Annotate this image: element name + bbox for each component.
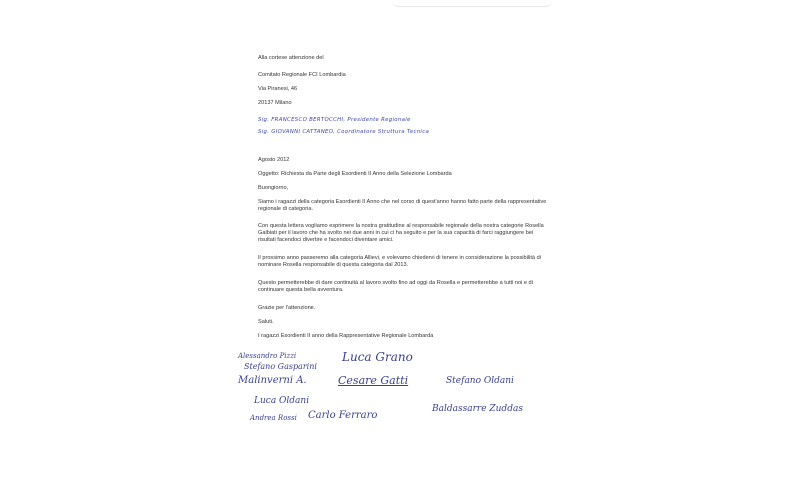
subject-line	[258, 171, 452, 178]
signature: Stefano Gasparini	[244, 362, 317, 371]
thanks-line: Grazie per l'attenzione.	[258, 305, 316, 311]
signatures-area	[230, 340, 570, 440]
closing-line: Saluti.	[258, 319, 274, 325]
paragraph-2: Con questa lettera vogliamo esprimere la nostra gratitudine al responsabile regionale della nostra categorie Rosella Galbiati per il lavoro che ha svolto nei due anni in cui ci ha seguito e per la sua capacità di farci raggiungere bei risultati facendoci divertire e facendoci diventare amici.	[258, 223, 544, 243]
recipient-president: Sig. FRANCESCO BERTOCCHI, Presidente Regionale	[258, 117, 411, 123]
greeting: Buongiorno,	[258, 185, 289, 191]
signature: Stefano Oldani	[446, 376, 514, 386]
address-street: Via Piranesi, 46	[258, 86, 298, 92]
address-organization: Comitato Regionale FCI Lombardia	[258, 72, 346, 78]
sign-off-line: I ragazzi Esordienti II anno della Rappresentative Regionale Lombarda	[258, 333, 434, 339]
scan-edge-mark	[392, 0, 552, 7]
address-attention: Alla cortese attenzione del	[258, 55, 324, 61]
subject-label: Oggetto:	[258, 171, 280, 177]
paragraph-3: Il prossimo anno passeremo alla categoria Allievi, e volevamo chiedervi di tenere in considerazione la possibilità di nominare Rosella responsabile di questa categoria dal 2013.	[258, 255, 541, 268]
signature: Cesare Gatti	[338, 374, 409, 387]
signature: Malinverni A.	[238, 375, 307, 386]
paragraph-1: Siamo i ragazzi della categoria Esordienti II Anno che nel corso di quest'anno hanno fatto parte della rappresentative regionale di categoria.	[258, 199, 547, 212]
signature: Baldassarre Zuddas	[432, 404, 523, 414]
address-city: 20137 Milano	[258, 100, 292, 106]
signature: Carlo Ferraro	[308, 410, 378, 421]
signature: Alessandro Pizzi	[238, 352, 297, 360]
paragraph-4: Questo permetterebbe di dare continuità al lavoro svolto fino ad oggi da Rosella e permetterebbe a tutti noi e di continuare questa bella avventura.	[258, 280, 533, 293]
signature: Luca Grano	[342, 350, 413, 364]
letter-date: Agosto 2012	[258, 157, 290, 163]
subject-text: Richiesta da Parte degli Esordienti II Anno della Selezione Lombarda	[281, 171, 452, 177]
signature: Andrea Rossi	[250, 414, 297, 422]
recipient-coordinator: Sig. GIOVANNI CATTANEO, Coordinatore Struttura Tecnica	[258, 129, 430, 135]
signature: Luca Oldani	[254, 396, 310, 406]
